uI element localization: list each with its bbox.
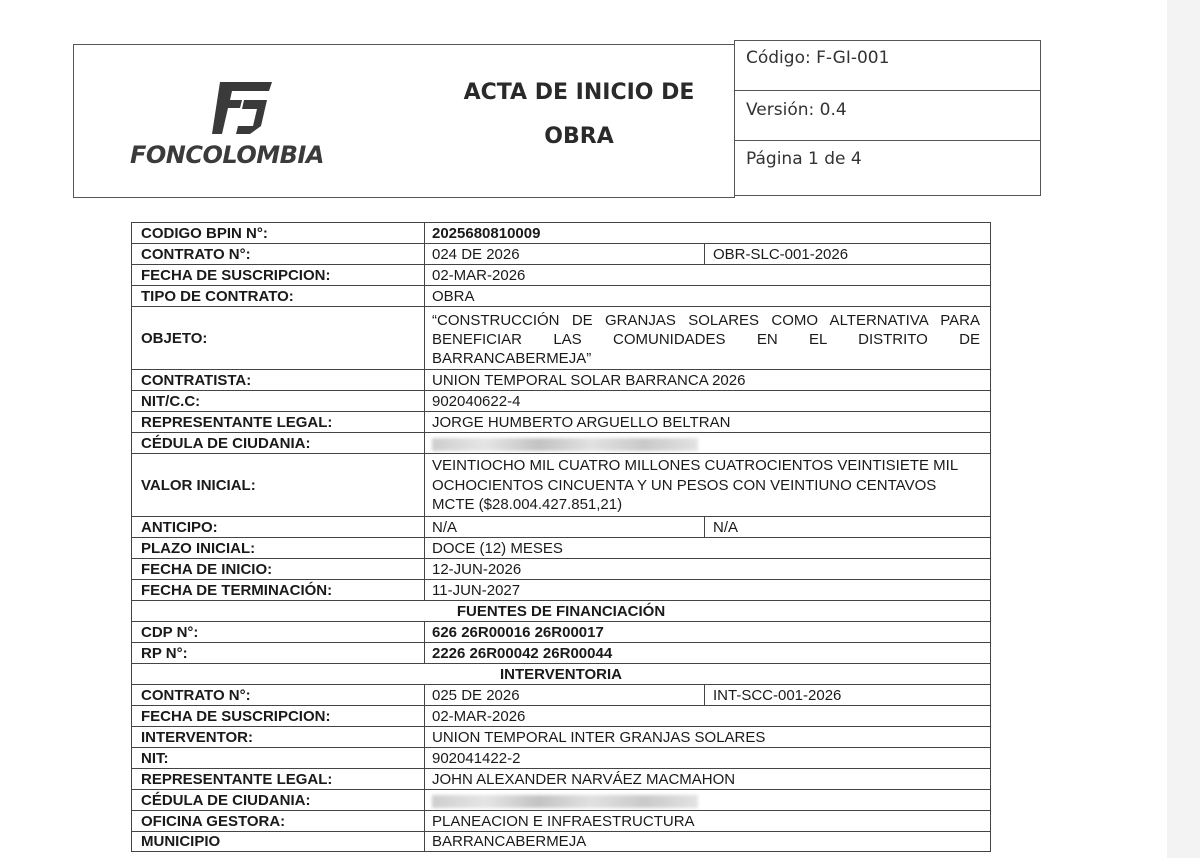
cedula-label: CÉDULA DE CIUDANIA:: [131, 433, 425, 453]
table-row: [131, 810, 991, 831]
table-row: [131, 621, 991, 642]
codigo-text: Código: F-GI-001: [735, 41, 1040, 91]
table-row: [131, 369, 991, 390]
version-text: Versión: 0.4: [735, 91, 1040, 141]
table-row: [131, 768, 991, 789]
cdp-value: 626 26R00016 26R00017: [425, 622, 991, 642]
interventor-label: INTERVENTOR:: [131, 727, 425, 747]
rp-value: 2226 26R00042 26R00044: [425, 643, 991, 663]
int-cedula-label: CÉDULA DE CIUDANIA:: [131, 790, 425, 810]
table-row: [131, 789, 991, 810]
fecha-terminacion-label: FECHA DE TERMINACIÓN:: [131, 580, 425, 600]
document-title: [424, 71, 734, 159]
objeto-value: “CONSTRUCCIÓN DE GRANJAS SOLARES COMO ALTERNATIVA PARA BENEFICIAR LAS COMUNIDADES EN EL DISTRITO DE BARRANCABERMEJA”: [425, 307, 991, 369]
plazo-value: DOCE (12) MESES: [425, 538, 991, 558]
nit-label: NIT/C.C:: [131, 391, 425, 411]
oficina-gestora-value: PLANEACION E INFRAESTRUCTURA: [425, 811, 991, 831]
table-row: [131, 285, 991, 306]
anticipo-value: N/A: [425, 517, 705, 537]
table-row: [131, 453, 991, 516]
tipo-contrato-label: TIPO DE CONTRATO:: [131, 286, 425, 306]
section-header: [131, 663, 991, 684]
nit-value: 902040622-4: [425, 391, 991, 411]
section-header: [131, 600, 991, 621]
contrato-value: 024 DE 2026: [425, 244, 705, 264]
header-meta-cell: [734, 40, 1041, 196]
title-line-1: ACTA DE INICIO DE: [463, 80, 695, 105]
rp-label: RP N°:: [131, 643, 425, 663]
fecha-terminacion-value: 11-JUN-2027: [425, 580, 991, 600]
representante-label: REPRESENTANTE LEGAL:: [131, 412, 425, 432]
table-row: [131, 684, 991, 705]
table-row: [131, 222, 991, 243]
contratista-value: UNION TEMPORAL SOLAR BARRANCA 2026: [425, 370, 991, 390]
table-row: [131, 558, 991, 579]
cdp-label: CDP N°:: [131, 622, 425, 642]
bpin-label: CODIGO BPIN N°:: [131, 223, 425, 243]
plazo-label: PLAZO INICIAL:: [131, 538, 425, 558]
oficina-gestora-label: OFICINA GESTORA:: [131, 811, 425, 831]
table-row: [131, 705, 991, 726]
fecha-suscripcion-value: 02-MAR-2026: [425, 265, 991, 285]
header-logo-cell: [73, 44, 426, 198]
fecha-inicio-value: 12-JUN-2026: [425, 559, 991, 579]
int-nit-value: 902041422-2: [425, 748, 991, 768]
valor-inicial-label: VALOR INICIAL:: [131, 454, 425, 516]
pagina-text: Página 1 de 4: [746, 149, 862, 169]
redaction-blur: [432, 438, 698, 451]
foncolombia-logo-icon: [212, 82, 272, 134]
valor-inicial-value: VEINTIOCHO MIL CUATRO MILLONES CUATROCIENTOS VEINTISIETE MIL OCHOCIENTOS CINCUENTA Y UN PESOS CON VEINTIUNO CENTAVOS MCTE ($28.004.427.851,21): [425, 454, 991, 516]
interventoria-title: INTERVENTORIA: [131, 664, 991, 684]
fuentes-financiacion-title: FUENTES DE FINANCIACIÓN: [131, 601, 991, 621]
viewer-gutter: [1167, 0, 1200, 858]
table-row: [131, 579, 991, 600]
anticipo-value-2: N/A: [705, 517, 991, 537]
contratista-label: CONTRATISTA:: [131, 370, 425, 390]
int-representante-label: REPRESENTANTE LEGAL:: [131, 769, 425, 789]
int-contrato-label: CONTRATO N°:: [131, 685, 425, 705]
table-row: [131, 264, 991, 285]
objeto-label: OBJETO:: [131, 307, 425, 369]
cedula-redacted: [425, 433, 991, 453]
int-fecha-suscripcion-label: FECHA DE SUSCRIPCION:: [131, 706, 425, 726]
contrato-label: CONTRATO N°:: [131, 244, 425, 264]
municipio-label: MUNICIPIO: [131, 832, 425, 851]
table-row: [131, 411, 991, 432]
int-cedula-redacted: [425, 790, 991, 810]
municipio-value: BARRANCABERMEJA: [425, 832, 991, 851]
table-row: [131, 306, 991, 369]
table-row: [131, 432, 991, 453]
anticipo-label: ANTICIPO:: [131, 517, 425, 537]
table-row: [131, 537, 991, 558]
table-row: [131, 516, 991, 537]
title-line-2: OBRA: [544, 124, 614, 149]
int-contrato-code: INT-SCC-001-2026: [705, 685, 991, 705]
table-row: [131, 390, 991, 411]
table-row: [131, 831, 991, 852]
redaction-blur: [432, 795, 698, 808]
table-row: [131, 747, 991, 768]
logo-text: FONCOLOMBIA: [130, 141, 324, 169]
fecha-suscripcion-label: FECHA DE SUSCRIPCION:: [131, 265, 425, 285]
int-fecha-suscripcion-value: 02-MAR-2026: [425, 706, 991, 726]
int-representante-value: JOHN ALEXANDER NARVÁEZ MACMAHON: [425, 769, 991, 789]
int-nit-label: NIT:: [131, 748, 425, 768]
table-row: [131, 726, 991, 747]
bpin-value: 2025680810009: [425, 223, 991, 243]
contrato-code: OBR-SLC-001-2026: [705, 244, 991, 264]
tipo-contrato-value: OBRA: [425, 286, 991, 306]
table-row: [131, 642, 991, 663]
representante-value: JORGE HUMBERTO ARGUELLO BELTRAN: [425, 412, 991, 432]
fecha-inicio-label: FECHA DE INICIO:: [131, 559, 425, 579]
header-title-cell: [424, 44, 735, 198]
table-row: [131, 243, 991, 264]
interventor-value: UNION TEMPORAL INTER GRANJAS SOLARES: [425, 727, 991, 747]
int-contrato-value: 025 DE 2026: [425, 685, 705, 705]
